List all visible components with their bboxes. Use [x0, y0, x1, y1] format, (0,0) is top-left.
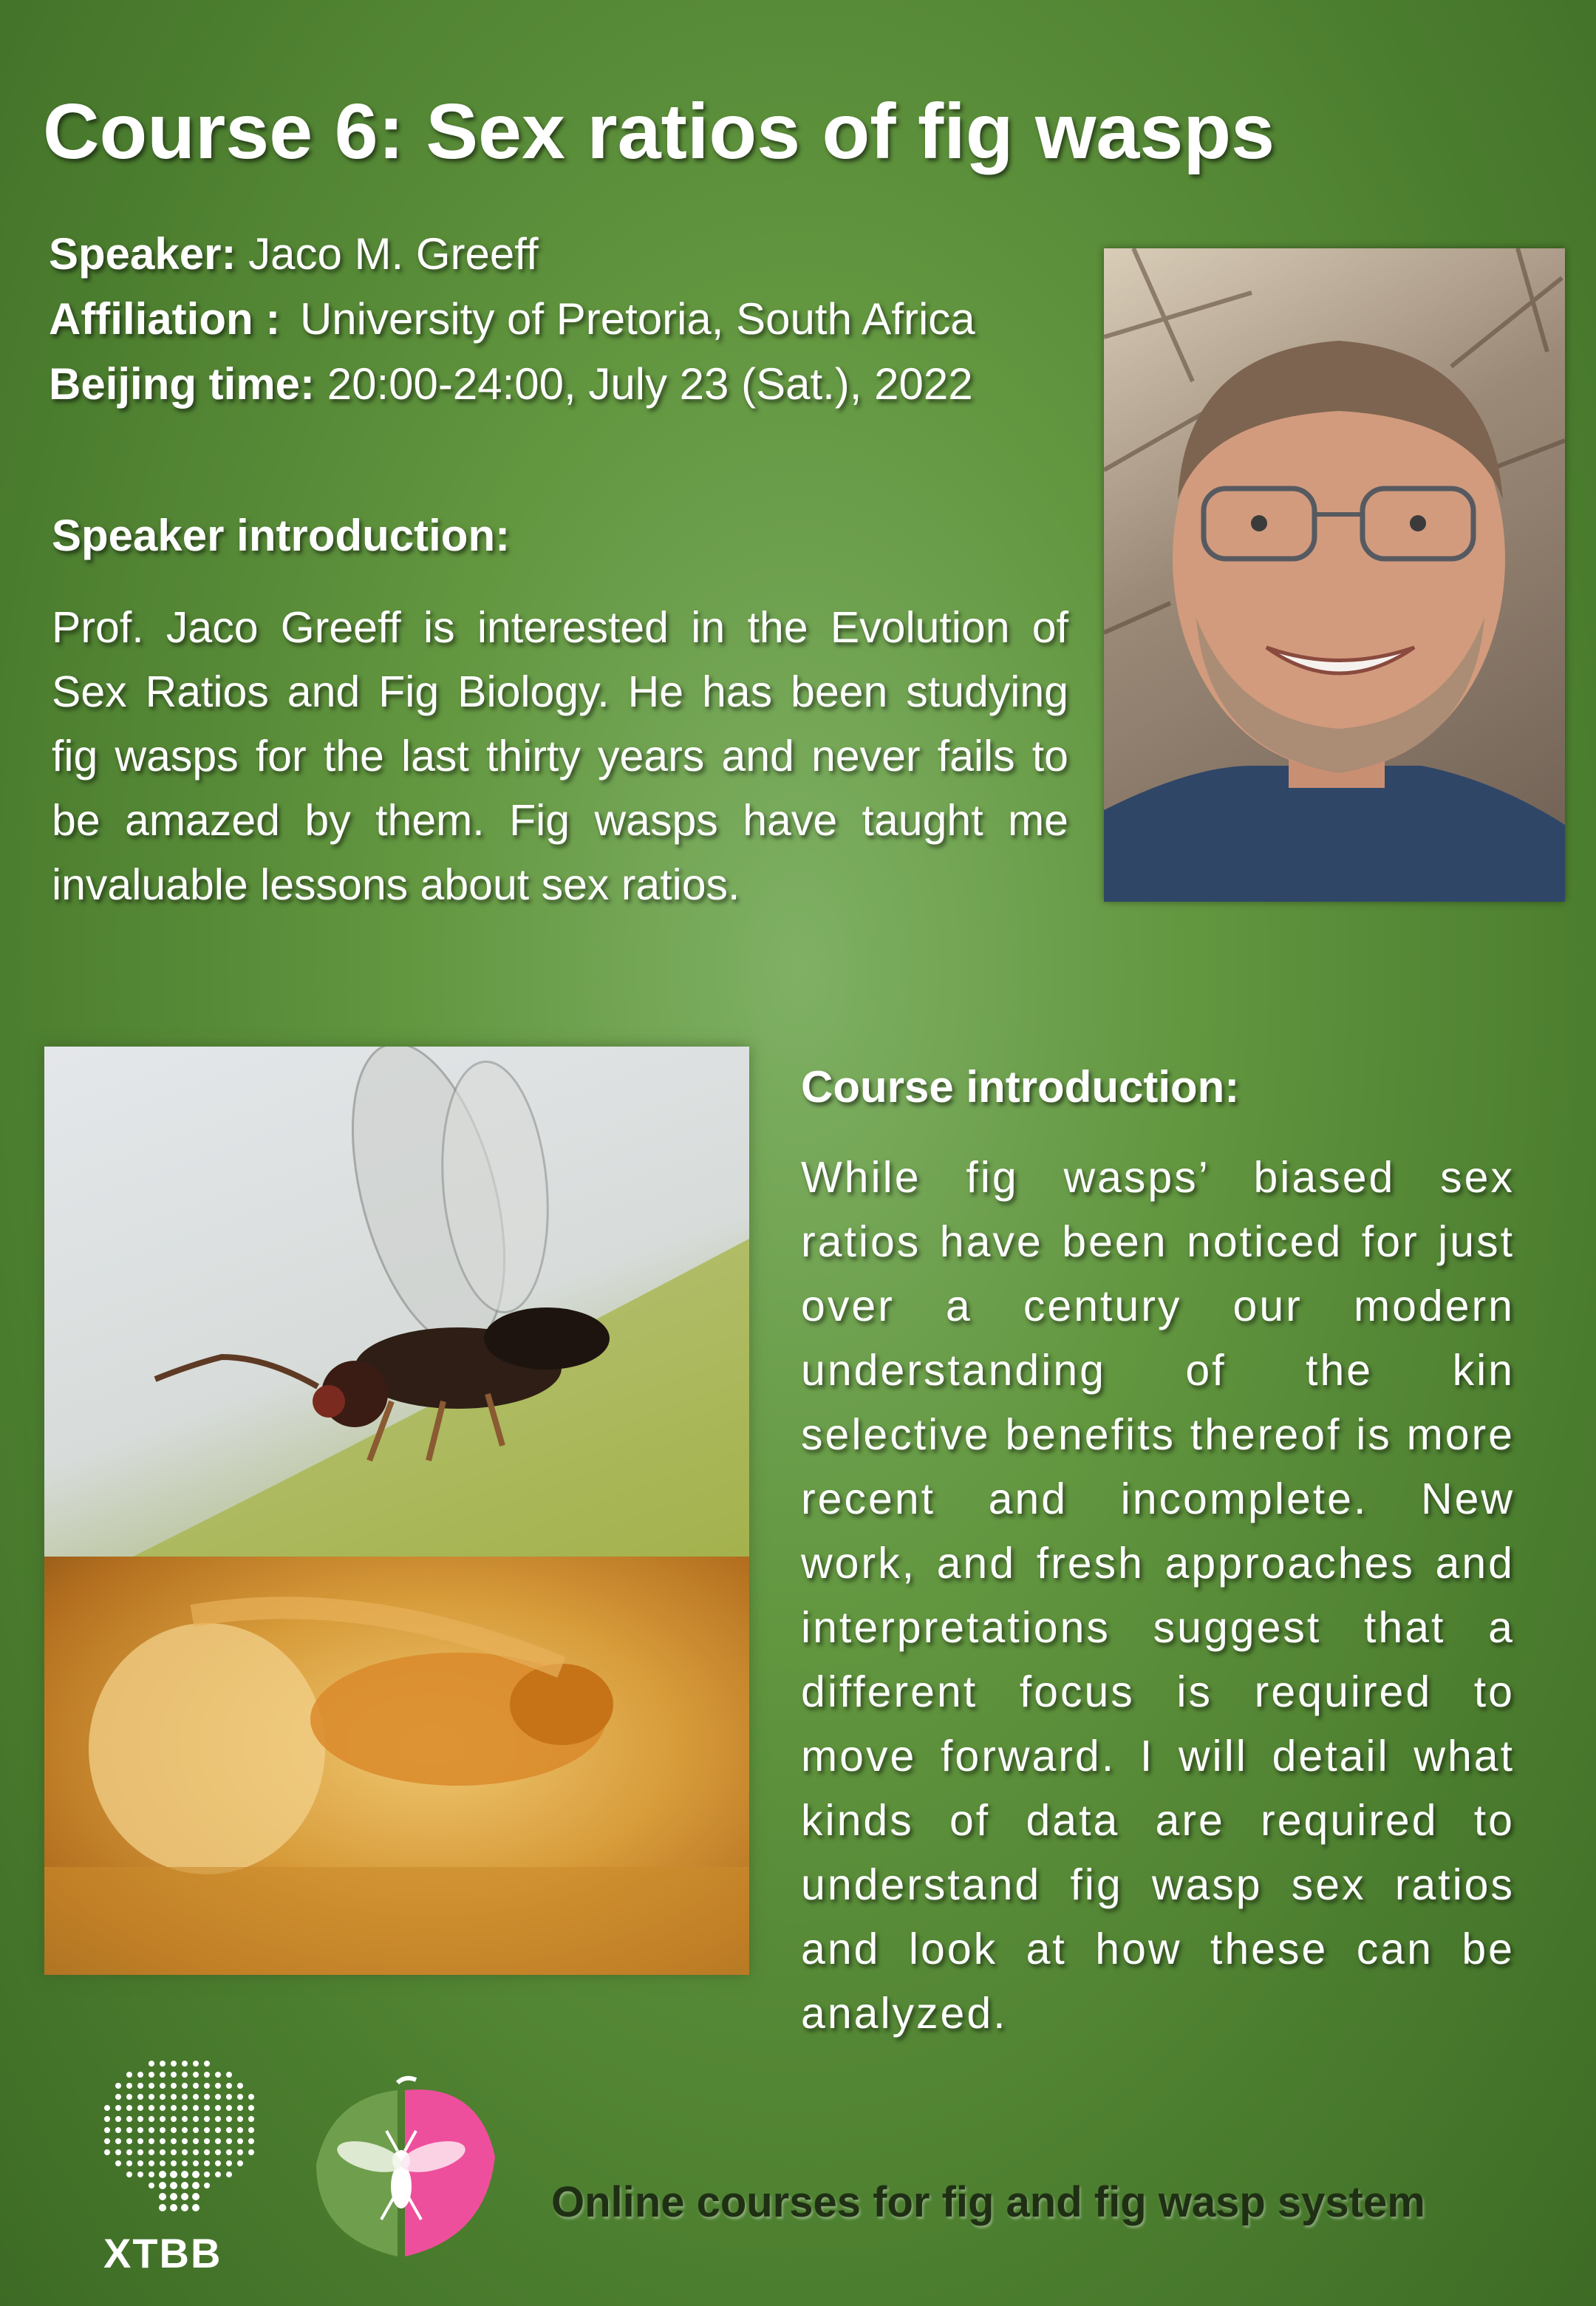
time-row	[49, 352, 975, 417]
speaker-row	[49, 222, 975, 287]
speaker-name: Jaco M. Greeff	[248, 229, 539, 279]
speaker-label: Speaker:	[49, 229, 236, 279]
xtbb-logo-text: XTBB	[103, 2230, 222, 2276]
affiliation-row	[49, 287, 975, 352]
course-intro-text: While fig wasps’ biased sex ratios have been noticed for just over a century our modern understanding of the kin selective benefits thereof is more recent and incomplete. New work, and fresh approaches and interpretations suggest that a different focus is required to move forward. I will detail what kinds of data are required to understand fig wasp sex ratios and look at how these can be analyzed.	[801, 1153, 1515, 2038]
wasp-photo-bottom	[44, 1557, 749, 1975]
fig-wasp-logo-icon	[301, 2075, 507, 2268]
time-label: Beijing time:	[49, 359, 316, 409]
affiliation-value: University of Pretoria, South Africa	[299, 294, 975, 344]
page-title: Course 6: Sex ratios of fig wasps	[43, 88, 1275, 175]
wasp-photo-top	[44, 1047, 749, 1557]
speaker-intro-heading: Speaker introduction:	[52, 511, 511, 560]
affiliation-label: Affiliation :	[49, 294, 281, 344]
speaker-intro-text: Prof. Jaco Greeff is interested in the Evolution of Sex Ratios and Fig Biology. He has been studying fig wasps for the last thirty years and never fails to be amazed by them. Fig wasps have taught me invaluable lessons about sex ratios.	[52, 603, 1068, 909]
time-value: 20:00-24:00, July 23 (Sat.), 2022	[327, 359, 973, 409]
course-meta	[49, 222, 975, 417]
fig-wasp-photo	[44, 1047, 749, 1975]
footer-tagline: Online courses for fig and fig wasp system	[551, 2178, 1425, 2226]
speaker-photo	[1104, 248, 1565, 902]
course-intro-heading: Course introduction:	[801, 1062, 1240, 1112]
